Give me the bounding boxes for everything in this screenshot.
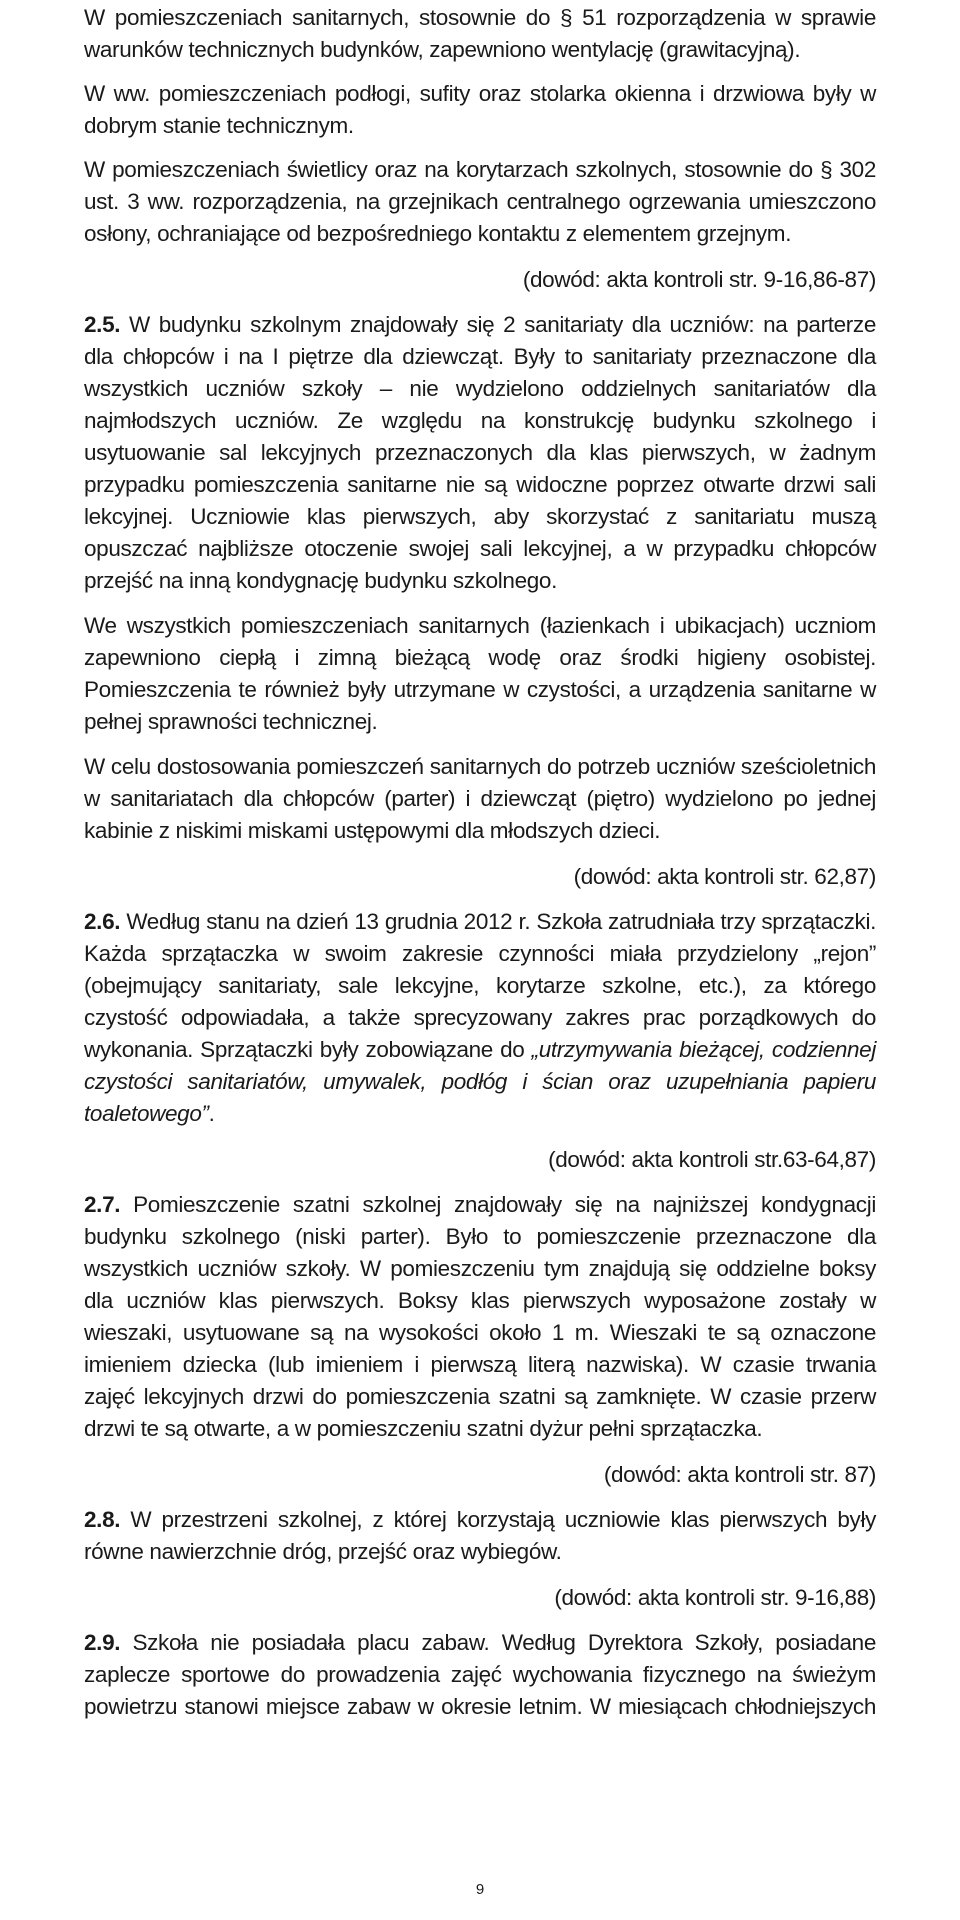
section-text: W budynku szkolnym znajdowały się 2 sanitariaty dla uczniów: na parterze dla chłopców i na I piętrze dla dziewcząt. Były to sanitariaty przeznaczone dla wszystkich uczniów szkoły – nie wydzielono oddzielnych sanitariatów dla najmłodszych uczniów. Ze względu na konstrukcję budynku szkolnego i usytuowanie sal lekcyjnych przeznaczonych dla klas pierwszych, w żadnym przypadku pomieszczenia sanitarne nie są widoczne poprzez otwarte drzwi sali lekcyjnej. Uczniowie klas pierwszych, aby skorzystać z sanitariatu muszą opuszczać najbliższe otoczenie swojej sali lekcyjnej, a w przypadku chłopców przejść na inną kondygnację budynku szkolnego. xyxy=(84,312,876,593)
section-text: W przestrzeni szkolnej, z której korzystają uczniowie klas pierwszych były równe nawierzchnie dróg, przejść oraz wybiegów. xyxy=(84,1507,876,1564)
section-2-6-paragraph xyxy=(84,906,876,1130)
document-body xyxy=(84,2,876,1723)
evidence-reference: (dowód: akta kontroli str. 9-16,86-87) xyxy=(522,267,876,292)
evidence-reference: (dowód: akta kontroli str. 62,87) xyxy=(573,864,876,889)
section-2-8-paragraph xyxy=(84,1504,876,1568)
section-quote: „utrzymywania bieżącej, codziennej czystości sanitariatów, umywalek, podłóg i ścian oraz uzupełniania papieru toaletowego” xyxy=(84,1037,876,1126)
section-text: Według stanu na dzień 13 grudnia 2012 r. Szkoła zatrudniała trzy sprzątaczki. Każda sprzątaczka w swoim zakresie czynności miała przydzielony „rejon” (obejmujący sanitariaty, sale lekcyjne, korytarze szkolne, etc.), za którego czystość odpowiadała, a także sprecyzowany zakres prac porządkowych do wykonania. Sprzątaczki były zobowiązane do xyxy=(84,909,876,1062)
paragraph-floors: W ww. pomieszczeniach podłogi, sufity oraz stolarka okienna i drzwiowa były w dobrym stanie technicznym. xyxy=(84,81,876,138)
paragraph-radiators: W pomieszczeniach świetlicy oraz na korytarzach szkolnych, stosownie do § 302 ust. 3 ww. rozporządzenia, na grzejnikach centralnego ogrzewania umieszczono osłony, ochraniające od bezpośredniego kontaktu z elementem grzejnym. xyxy=(84,157,876,246)
section-number: 2.6. xyxy=(84,909,121,934)
section-2-5-paragraph-1 xyxy=(84,309,876,597)
section-number: 2.9. xyxy=(84,1630,121,1655)
section-2-5-paragraph-3: W celu dostosowania pomieszczeń sanitarnych do potrzeb uczniów sześcioletnich w sanitariatach dla chłopców (parter) i dziewcząt (piętro) wydzielono po jednej kabinie z niskimi miskami ustępowymi dla młodszych dzieci. xyxy=(84,754,876,843)
section-2-9-paragraph xyxy=(84,1627,876,1723)
page-number: 9 xyxy=(475,1881,485,1898)
section-2-5-paragraph-2: We wszystkich pomieszczeniach sanitarnych (łazienkach i ubikacjach) uczniom zapewniono ciepłą i zimną bieżącą wodę oraz środki higieny osobistej. Pomieszczenia te również były utrzymane w czystości, a urządzenia sanitarne w pełnej sprawności technicznej. xyxy=(84,613,876,734)
section-number: 2.5. xyxy=(84,312,121,337)
evidence-reference: (dowód: akta kontroli str.63-64,87) xyxy=(548,1147,876,1172)
paragraph-ventilation: W pomieszczeniach sanitarnych, stosownie do § 51 rozporządzenia w sprawie warunków technicznych budynków, zapewniono wentylację (grawitacyjną). xyxy=(84,5,876,62)
section-number: 2.7. xyxy=(84,1192,121,1217)
section-text-end: . xyxy=(208,1101,215,1126)
evidence-reference: (dowód: akta kontroli str. 87) xyxy=(603,1462,876,1487)
section-text: Szkoła nie posiadała placu zabaw. Według Dyrektora Szkoły, posiadane zaplecze sportowe do prowadzenia zajęć wychowania fizycznego na świeżym powietrzu stanowi miejsce zabaw w okresie letnim. W miesiącach chłodniejszych xyxy=(84,1630,876,1719)
section-text: Pomieszczenie szatni szkolnej znajdowały się na najniższej kondygnacji budynku szkolnego (niski parter). Było to pomieszczenie przeznaczone dla wszystkich uczniów szkoły. W pomieszczeniu tym znajdują się oddzielne boksy dla uczniów klas pierwszych. Boksy klas pierwszych wyposażone zostały w wieszaki, usytuowane są na wysokości około 1 m. Wieszaki te są oznaczone imieniem dziecka (lub imieniem i pierwszą literą nazwiska). W czasie trwania zajęć lekcyjnych drzwi do pomieszczenia szatni są zamknięte. W czasie przerw drzwi te są otwarte, a w pomieszczeniu szatni dyżur pełni sprzątaczka. xyxy=(84,1192,877,1441)
evidence-reference: (dowód: akta kontroli str. 9-16,88) xyxy=(554,1585,876,1610)
section-2-7-paragraph xyxy=(84,1189,876,1445)
section-number: 2.8. xyxy=(84,1507,121,1532)
